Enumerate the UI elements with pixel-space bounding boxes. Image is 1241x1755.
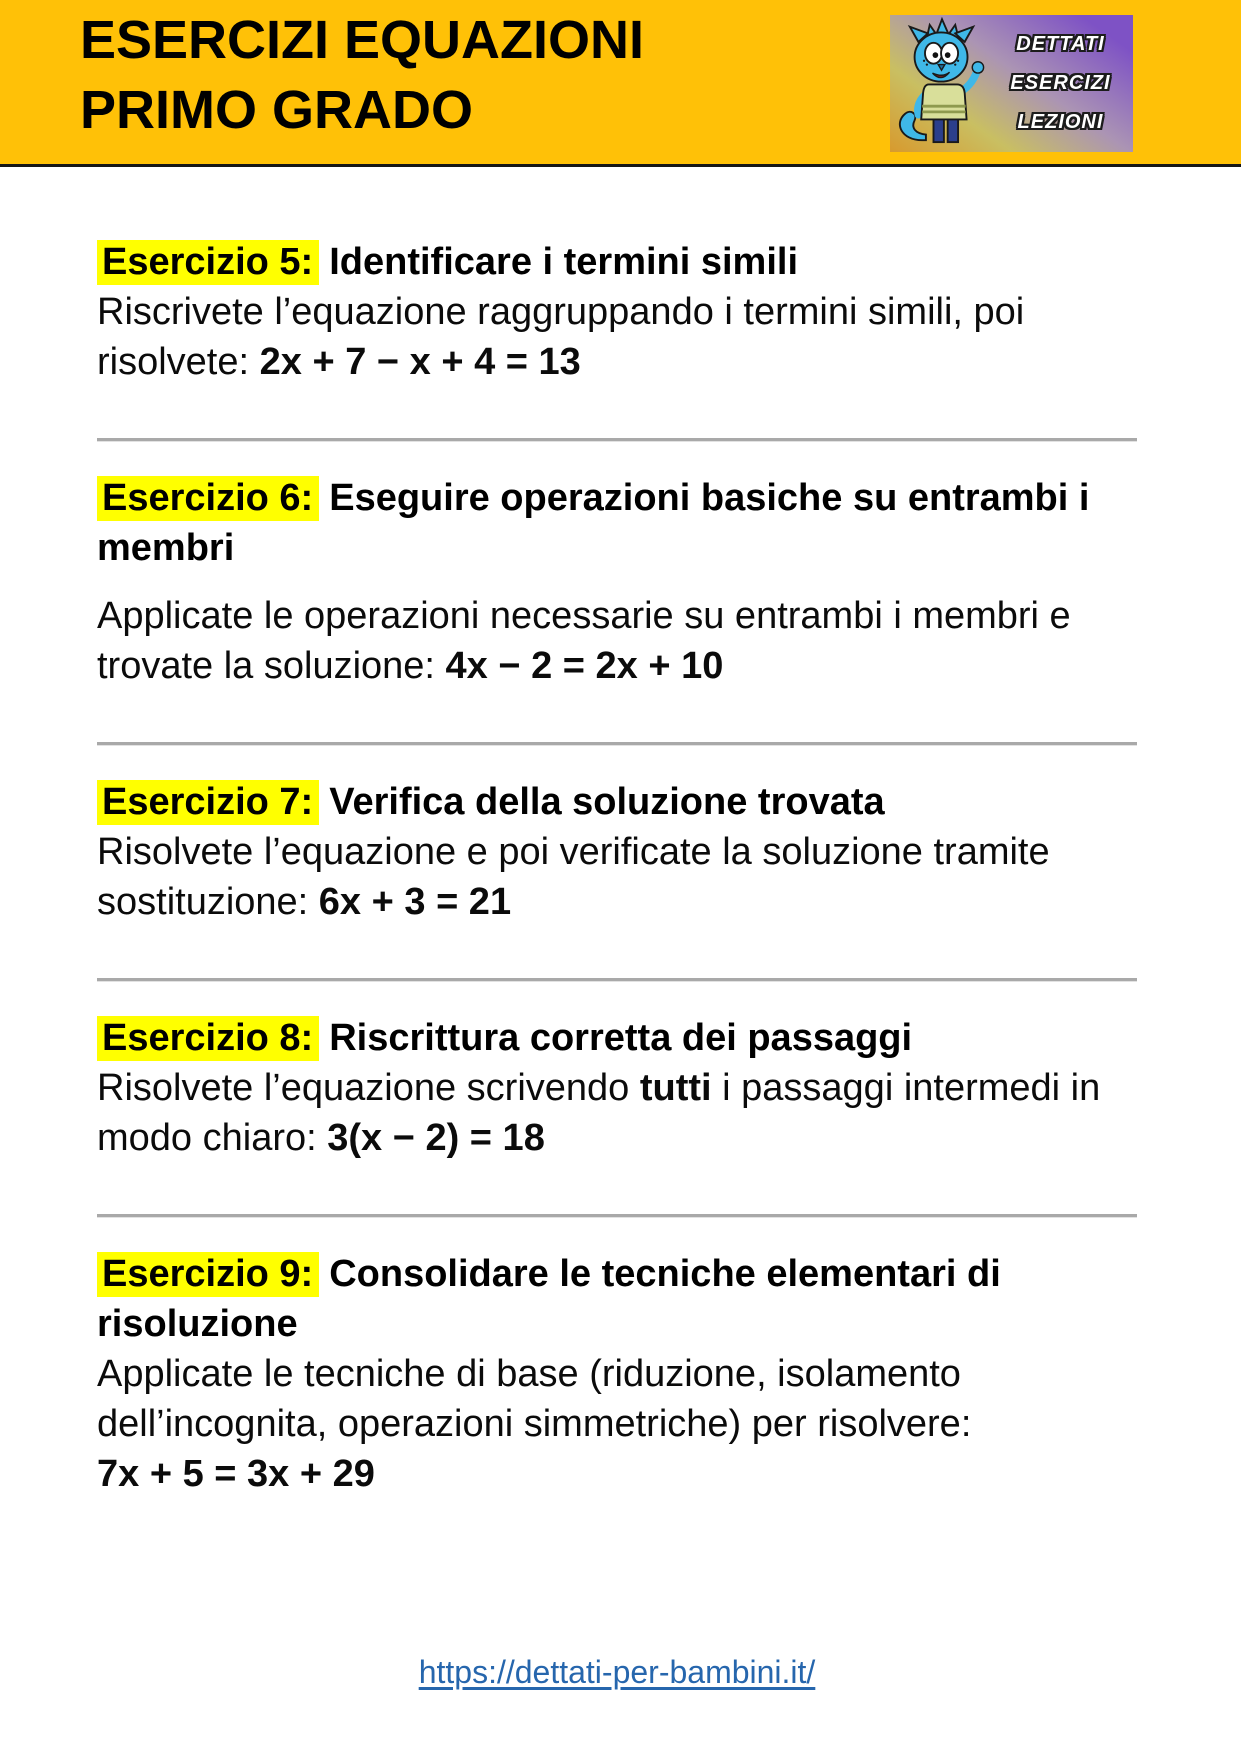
exercise-block [97,777,1137,927]
exercise-body-segment: Risolvete l’equazione scrivendo [97,1067,640,1109]
exercise-heading [97,237,1137,287]
section-divider [97,978,1137,982]
exercise-label-highlight: Esercizio 7: [97,780,319,825]
exercise-body [97,591,1137,691]
section-divider [97,742,1137,746]
section-divider [97,1214,1137,1218]
exercise-list [97,237,1137,1499]
exercise-heading [97,1249,1137,1349]
exercise-body-segment: Applicate le operazioni necessarie su entrambi i membri e trovate la soluzione: [97,595,1071,687]
exercise-block [97,473,1137,691]
exercise-body-segment: 6x + 3 = 21 [318,881,512,923]
exercise-body-segment: 2x + 7 − x + 4 = 13 [259,341,581,383]
exercise-body [97,827,1137,927]
header-banner [0,0,1241,167]
site-link[interactable]: https://dettati-per-bambini.it/ [418,1654,816,1690]
exercise-label-highlight: Esercizio 8: [97,1016,319,1061]
exercise-heading [97,473,1137,573]
page-title-line1: ESERCIZI EQUAZIONI [80,10,645,70]
exercise-body [97,1349,1137,1499]
exercise-block [97,1013,1137,1163]
exercise-label-highlight: Esercizio 5: [97,240,319,285]
exercise-body [97,1063,1137,1163]
logo-text-line1: DETTATI [1016,33,1105,55]
exercise-block [97,237,1137,387]
exercise-body [97,287,1137,387]
exercise-label-highlight: Esercizio 6: [97,476,319,521]
logo-text-line2: ESERCIZI [1010,72,1111,94]
logo-text [994,15,1133,152]
exercise-title: Identificare i termini simili [329,241,799,283]
exercise-body-segment: 3(x − 2) = 18 [327,1117,545,1159]
site-logo [890,15,1133,152]
exercise-body-segment: Applicate le tecniche di base (riduzione, isolamento dell’incognita, operazioni simmetriche) per risolvere: [97,1353,972,1445]
exercise-heading [97,1013,1137,1063]
exercise-title: Verifica della soluzione trovata [329,781,885,823]
exercise-heading [97,777,1137,827]
exercise-body-segment: i passaggi intermedi in modo chiaro: [97,1067,1101,1159]
cat-mascot-icon [890,15,994,152]
exercise-body-segment: Riscrivete l’equazione raggruppando i termini simili, poi risolvete: [97,291,1025,383]
exercise-body-segment: tutti [639,1067,712,1109]
page-title-line2: PRIMO GRADO [80,80,474,140]
exercise-title: Eseguire operazioni basiche su entrambi i membri [97,477,1090,569]
logo-text-line3: LEZIONI [1017,111,1104,133]
exercise-title: Consolidare le tecniche elementari di risoluzione [97,1253,1001,1345]
exercise-body-segment: 4x − 2 = 2x + 10 [445,645,724,687]
section-divider [97,438,1137,442]
page-footer [97,1654,1137,1691]
exercise-block [97,1249,1137,1499]
exercise-body-segment: 7x + 5 = 3x + 29 [97,1453,375,1495]
exercise-label-highlight: Esercizio 9: [97,1252,319,1297]
exercise-body-segment: Risolvete l’equazione e poi verificate la soluzione tramite sostituzione: [97,831,1050,923]
exercise-title: Riscrittura corretta dei passaggi [329,1017,913,1059]
